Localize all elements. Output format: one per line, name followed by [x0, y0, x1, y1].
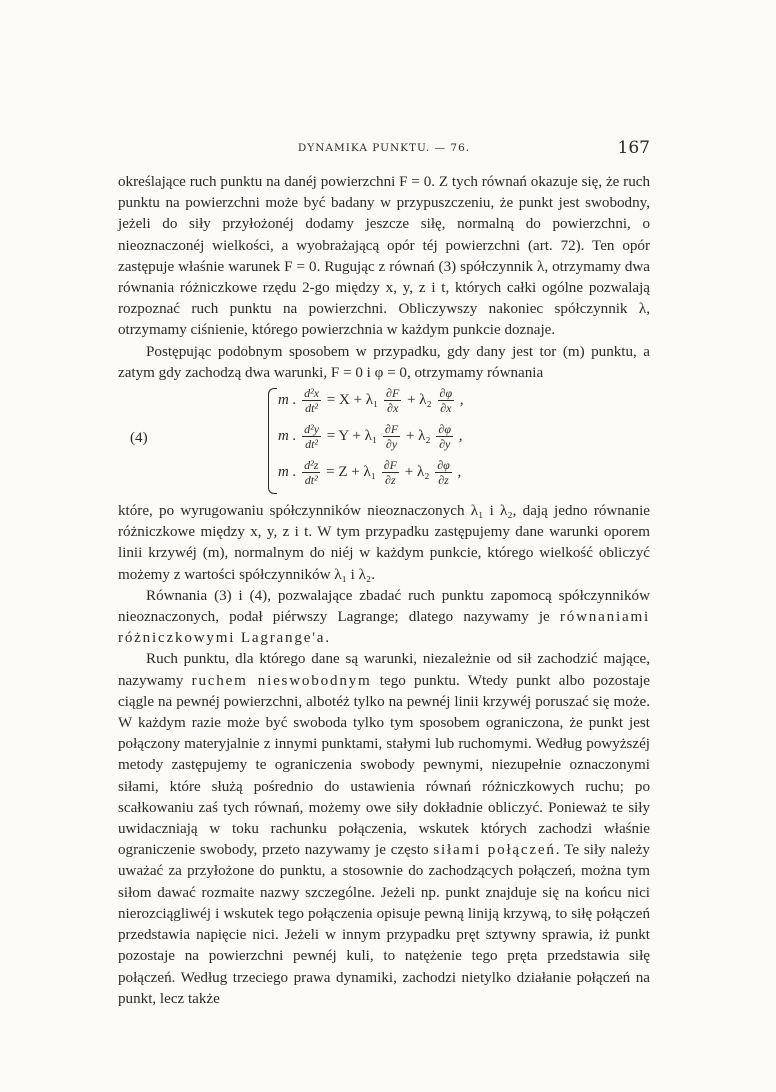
equation-line-z: m . $\frac{\text{d²z}}{\text{dt²}}$ = Z + λ₁ $\frac{\partial F}{\partial z}$ + λ₂ $\frac{\partial\varphi}{\partial z}$ ,	[278, 458, 462, 488]
body-text	[118, 172, 650, 1010]
equation-brace	[268, 388, 277, 494]
page-number: 167	[617, 138, 650, 158]
equation-line-x: m . $\frac{\text{d²x}}{\text{dt²}}$ = X + λ₁ $\frac{\partial F}{\partial x}$ + λ₂ $\frac{\partial\varphi}{\partial x}$ ,	[278, 386, 464, 416]
emphasis-lagrange: równaniami różniczkowymi Lagrange'a	[118, 609, 650, 647]
paragraph-3: które, po wyrugowaniu spółczynników nieoznaczonych λ₁ i λ₂, dają jedno równanie różniczkowe między x, y, z i t. W tym przypadku zastępujemy dane warunki oporem linii krzywéj (m), normalnym do niéj w każdym punkcie, którego wielkość obliczyć możemy z wartości spółczynników λ₁ i λ₂.	[118, 503, 650, 583]
equation-4	[118, 386, 650, 498]
equation-label: (4)	[130, 430, 148, 447]
paragraph-2: Postępując podobnym sposobem w przypadku, gdy dany jest tor (m) punktu, a zatym gdy zachodzą dwa warunki, F = 0 i φ = 0, otrzymamy równania	[118, 343, 650, 381]
paragraph-5: Ruch punktu, dla którego dane są warunki, niezależnie od sił zachodzić mające, nazywamy ruchem nieswobodnym tego punktu. Wtedy punkt albo pozostaje ciągle na pewnéj powierzchni, albotéż tylko na pewnéj linii krzywéj poruszać się może. W każdym razie może być swoboda tylko tym sposobem ograniczona, że punkt jest połączony materyjalnie z innymi punktami, stałymi lub ruchomymi. Według powyższéj metody zastępujemy te ograniczenia swobody pewnymi, niezupełnie oznaczonymi siłami, które służą pośrednio do ustawienia równań różniczkowych ruchu; po scałkowaniu zaś tych równań, możemy owe siły dokładnie obliczyć. Ponieważ te siły uwidaczniają w toku rachunku połączenia, wskutek których zachodzi właśnie ograniczenie swobody, przeto nazywamy je często siłami połączeń. Te siły należy uważać za przyłożone do punktu, a stosownie do zachodzących połączeń, można tym siłom dawać rozmaite nazwy szczególne. Jeżeli np. punkt znajduje się na końcu nici nierozciągliwéj i wskutek tego połączenia opisuje pewną liniją krzywą, to siłę połączeń przedstawia napięcie nici. Jeżeli w innym przypadku pręt sztywny sprawia, iż punkt pozostaje na powierzchni pewnéj kuli, to natężenie tego pręta przedstawia siłę połączeń. Według trzeciego prawa dynamiki, zachodzi nietylko działanie połączeń na punkt, lecz także	[118, 651, 651, 1007]
paragraph-1: określające ruch punktu na danéj powierzchni F = 0. Z tych równań okazuje się, że ruch punktu na powierzchni może być badany w przypuszczeniu, że punkt jest swobodny, jeżeli do siły przyłożonéj dodamy jeszcze siłę, normalną do powierzchni, o nieoznaczonéj wielkości, a wyobrażającą opór téj powierzchni (art. 72). Ten opór zastępuje właśnie warunek F = 0. Rugując z równań (3) spółczynnik λ, otrzymamy dwa równania różniczkowe rzędu 2-go między x, y, z i t, których całki ogólne pozwalają rozpoznać ruch punktu na powierzchni. Obliczywszy nakoniec spółczynnik λ, otrzymamy ciśnienie, którego powierzchnia w każdym punkcie doznaje.	[118, 174, 650, 339]
paragraph-4: Równania (3) i (4), pozwalające zbadać ruch punktu zapomocą spółczynników nieoznaczonych, podał piérwszy Lagrange; dlatego nazywamy je równaniami różniczkowymi Lagrange'a.	[118, 587, 650, 647]
emphasis-ruch: ruchem nieswobodnym	[191, 672, 372, 689]
equation-line-y: m . $\frac{\text{d²y}}{\text{dt²}}$ = Y + λ₁ $\frac{\partial F}{\partial y}$ + λ₂ $\frac{\partial\varphi}{\partial y}$ ,	[278, 422, 463, 452]
running-head: DYNAMIKA PUNKTU. — 76.	[297, 142, 471, 154]
page-header	[118, 138, 650, 162]
emphasis-sily: siłami połączeń	[433, 842, 556, 859]
